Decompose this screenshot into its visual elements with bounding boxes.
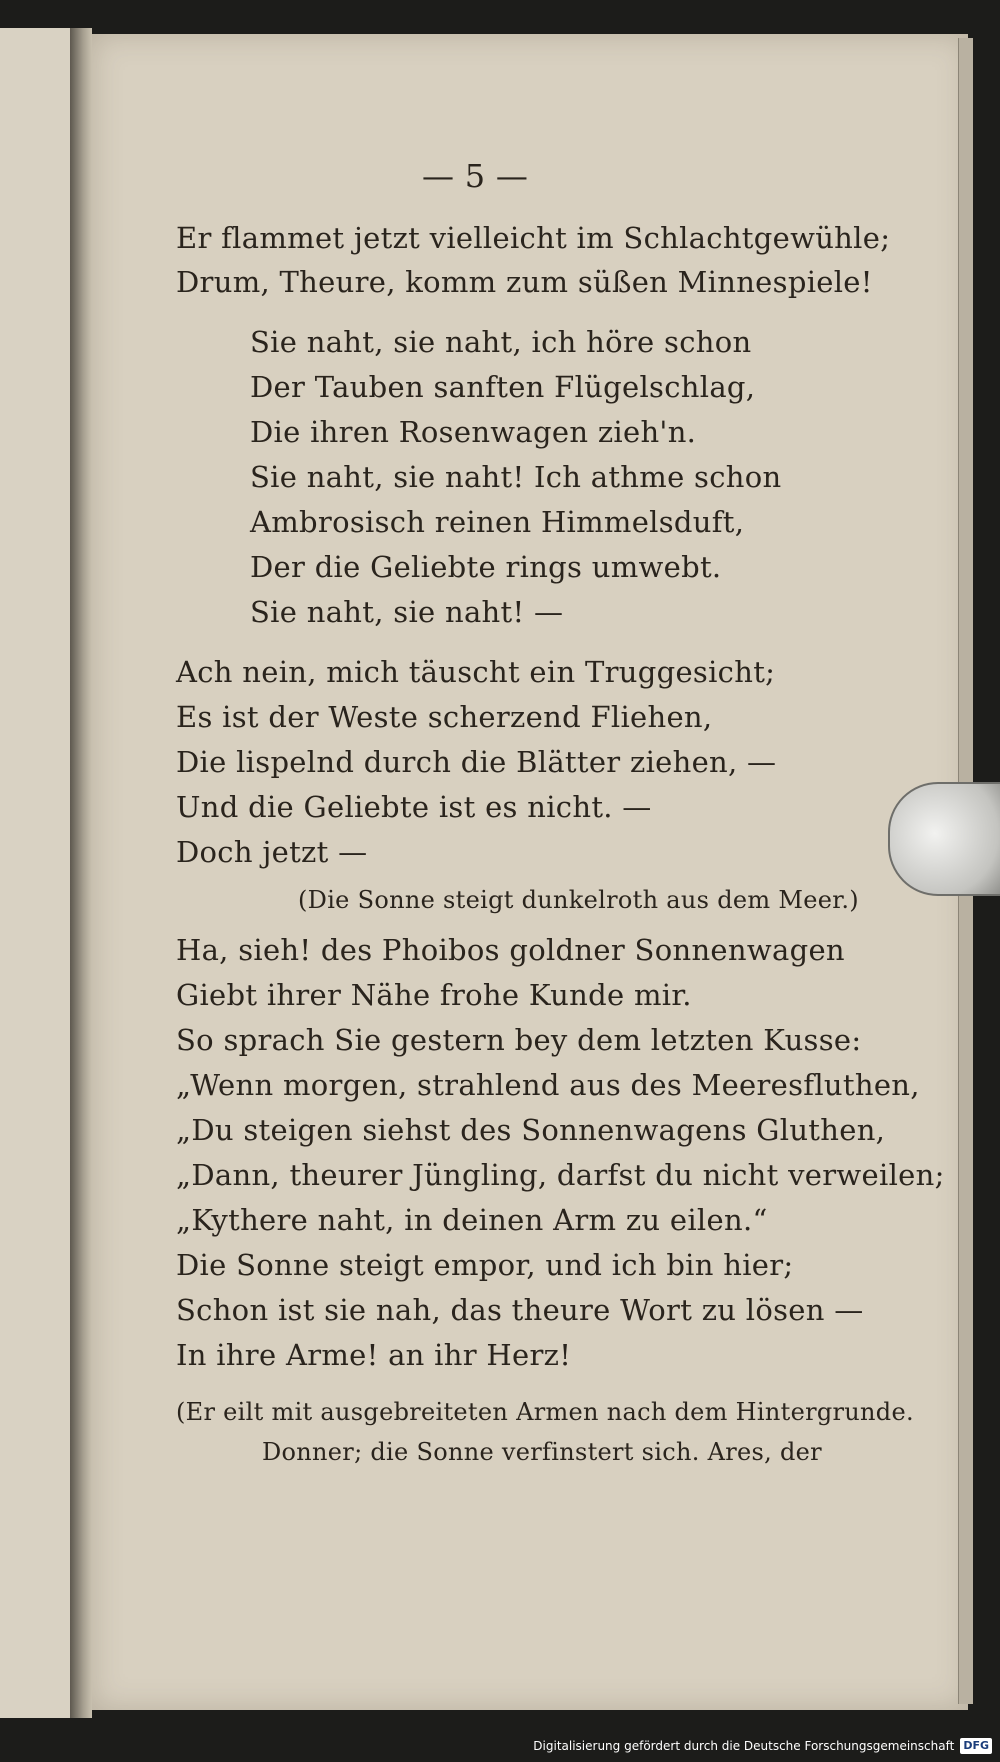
text-line: Ambrosisch reinen Himmelsduft, <box>250 505 745 539</box>
text-line: Sie naht, sie naht, ich höre schon <box>250 325 752 359</box>
text-line: Die ihren Rosenwagen zieh'n. <box>250 415 697 449</box>
dfg-logo-icon: DFG <box>960 1738 992 1754</box>
text-line: So sprach Sie gestern bey dem letzten Kusse: <box>176 1023 862 1057</box>
text-line: „Du steigen siehst des Sonnenwagens Gluthen, <box>176 1113 886 1147</box>
stage-direction: Donner; die Sonne verfinstert sich. Ares, der <box>262 1438 822 1466</box>
text-line: Doch jetzt — <box>176 835 368 869</box>
credit-text: Digitalisierung gefördert durch die Deutsche Forschungsgemeinschaft <box>533 1739 955 1753</box>
text-line: Giebt ihrer Nähe frohe Kunde mir. <box>176 978 692 1012</box>
text-line: „Dann, theurer Jüngling, darfst du nicht verweilen; <box>176 1158 945 1192</box>
stage-direction: (Die Sonne steigt dunkelroth aus dem Meer.) <box>298 886 859 914</box>
text-line: „Wenn morgen, strahlend aus des Meeresfluthen, <box>176 1068 920 1102</box>
digitization-credit <box>533 1736 992 1756</box>
text-line: Sie naht, sie naht! — <box>250 595 564 629</box>
page-number: — 5 — <box>422 157 529 195</box>
text-line: Die Sonne steigt empor, und ich bin hier; <box>176 1248 794 1282</box>
page-text <box>92 34 968 1710</box>
book-page <box>92 34 968 1710</box>
text-line: Er flammet jetzt vielleicht im Schlachtgewühle; <box>176 221 891 255</box>
text-line: Es ist der Weste scherzend Fliehen, <box>176 700 713 734</box>
text-line: Drum, Theure, komm zum süßen Minnespiele! <box>176 265 873 299</box>
text-line: Der Tauben sanften Flügelschlag, <box>250 370 756 404</box>
text-line: „Kythere naht, in deinen Arm zu eilen.“ <box>176 1203 768 1237</box>
facing-page <box>0 28 72 1718</box>
text-line: Ha, sieh! des Phoibos goldner Sonnenwagen <box>176 933 845 967</box>
book-gutter <box>70 28 92 1718</box>
text-line: Die lispelnd durch die Blätter ziehen, — <box>176 745 777 779</box>
text-line: In ihre Arme! an ihr Herz! <box>176 1338 572 1372</box>
text-line: Der die Geliebte rings umwebt. <box>250 550 722 584</box>
text-line: Schon ist sie nah, das theure Wort zu lösen — <box>176 1293 864 1327</box>
page-clip <box>888 782 1000 896</box>
text-line: Sie naht, sie naht! Ich athme schon <box>250 460 782 494</box>
text-line: Ach nein, mich täuscht ein Truggesicht; <box>176 655 776 689</box>
text-line: Und die Geliebte ist es nicht. — <box>176 790 652 824</box>
stage-direction: (Er eilt mit ausgebreiteten Armen nach dem Hintergrunde. <box>176 1398 914 1426</box>
